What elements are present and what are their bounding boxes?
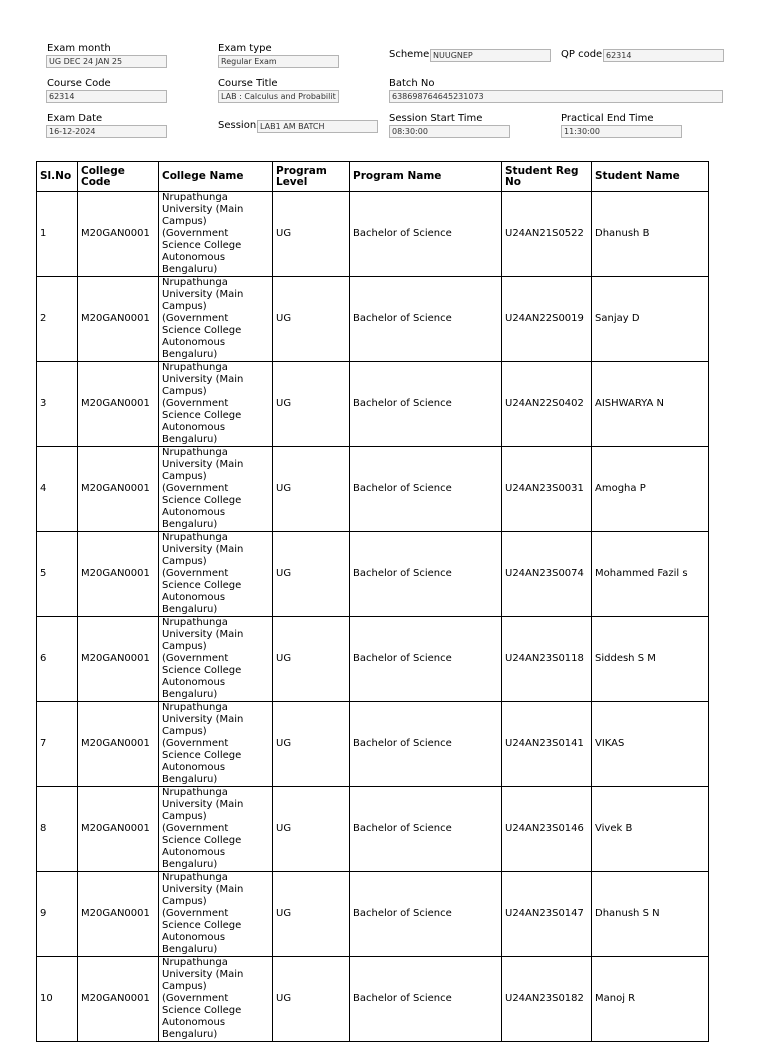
cell-program-level: UG (273, 617, 350, 702)
cell-student-name: Dhanush B (592, 192, 709, 277)
cell-college-name: Nrupathunga University (Main Campus) (Government Science College Autonomous Bengaluru) (159, 532, 273, 617)
cell-college-code: M20GAN0001 (78, 192, 159, 277)
course-code-label: Course Code (47, 78, 111, 89)
cell-program-level: UG (273, 787, 350, 872)
cell-student-name: Vivek B (592, 787, 709, 872)
cell-student-reg-no: U24AN22S0402 (502, 362, 592, 447)
col-college-code: College Code (78, 162, 159, 192)
cell-program-level: UG (273, 957, 350, 1042)
cell-college-name: Nrupathunga University (Main Campus) (Government Science College Autonomous Bengaluru) (159, 192, 273, 277)
cell-college-name: Nrupathunga University (Main Campus) (Government Science College Autonomous Bengaluru) (159, 447, 273, 532)
table-row (37, 192, 709, 277)
exam-date-label: Exam Date (47, 113, 103, 124)
cell-sl-no: 6 (37, 617, 78, 702)
cell-college-code: M20GAN0001 (78, 957, 159, 1042)
cell-student-reg-no: U24AN22S0019 (502, 277, 592, 362)
col-college-name: College Name (159, 162, 273, 192)
cell-student-reg-no: U24AN23S0182 (502, 957, 592, 1042)
cell-college-code: M20GAN0001 (78, 872, 159, 957)
exam-type-label: Exam type (218, 43, 272, 54)
cell-student-reg-no: U24AN23S0141 (502, 702, 592, 787)
course-title-label: Course Title (218, 78, 278, 89)
batch-no-label: Batch No (389, 78, 435, 89)
cell-college-name: Nrupathunga University (Main Campus) (Government Science College Autonomous Bengaluru) (159, 362, 273, 447)
cell-program-name: Bachelor of Science (350, 362, 502, 447)
cell-student-name: Dhanush S N (592, 872, 709, 957)
table-header-row (37, 162, 709, 192)
cell-student-reg-no: U24AN23S0074 (502, 532, 592, 617)
table-row (37, 617, 709, 702)
cell-program-name: Bachelor of Science (350, 872, 502, 957)
cell-program-level: UG (273, 702, 350, 787)
cell-program-level: UG (273, 277, 350, 362)
cell-program-level: UG (273, 192, 350, 277)
qp-code-label: QP code (561, 49, 603, 60)
cell-sl-no: 5 (37, 532, 78, 617)
session-label: Session (218, 120, 257, 131)
table-row (37, 787, 709, 872)
exam-month-label: Exam month (47, 43, 111, 54)
cell-program-name: Bachelor of Science (350, 192, 502, 277)
cell-student-reg-no: U24AN23S0118 (502, 617, 592, 702)
cell-college-name: Nrupathunga University (Main Campus) (Government Science College Autonomous Bengaluru) (159, 702, 273, 787)
cell-student-reg-no: U24AN23S0147 (502, 872, 592, 957)
cell-program-name: Bachelor of Science (350, 447, 502, 532)
scheme-label: Scheme (389, 49, 430, 60)
cell-program-name: Bachelor of Science (350, 702, 502, 787)
cell-college-code: M20GAN0001 (78, 702, 159, 787)
cell-sl-no: 3 (37, 362, 78, 447)
cell-program-name: Bachelor of Science (350, 277, 502, 362)
col-program-level: Program Level (273, 162, 350, 192)
cell-sl-no: 2 (37, 277, 78, 362)
col-sl-no: Sl.No (37, 162, 78, 192)
table-row (37, 702, 709, 787)
table-row (37, 277, 709, 362)
cell-sl-no: 9 (37, 872, 78, 957)
cell-student-reg-no: U24AN23S0146 (502, 787, 592, 872)
cell-program-name: Bachelor of Science (350, 957, 502, 1042)
table-row (37, 872, 709, 957)
session-field[interactable]: LAB1 AM BATCH (257, 120, 378, 133)
cell-sl-no: 4 (37, 447, 78, 532)
table-row (37, 362, 709, 447)
practical-end-label: Practical End Time (561, 113, 654, 124)
cell-program-level: UG (273, 532, 350, 617)
cell-program-level: UG (273, 362, 350, 447)
cell-student-name: AISHWARYA N (592, 362, 709, 447)
cell-college-name: Nrupathunga University (Main Campus) (Government Science College Autonomous Bengaluru) (159, 277, 273, 362)
exam-month-field[interactable]: UG DEC 24 JAN 25 (46, 55, 167, 68)
cell-program-name: Bachelor of Science (350, 787, 502, 872)
cell-student-name: Sanjay D (592, 277, 709, 362)
cell-sl-no: 8 (37, 787, 78, 872)
cell-college-name: Nrupathunga University (Main Campus) (Government Science College Autonomous Bengaluru) (159, 787, 273, 872)
cell-student-name: Siddesh S M (592, 617, 709, 702)
cell-sl-no: 1 (37, 192, 78, 277)
student-table (36, 161, 709, 1042)
session-start-label: Session Start Time (389, 113, 483, 124)
cell-college-code: M20GAN0001 (78, 532, 159, 617)
cell-college-code: M20GAN0001 (78, 362, 159, 447)
batch-no-field[interactable]: 638698764645231073 (389, 90, 723, 103)
qp-code-field[interactable]: 62314 (603, 49, 724, 62)
session-start-field[interactable]: 08:30:00 (389, 125, 510, 138)
col-student-name: Student Name (592, 162, 709, 192)
table-row (37, 957, 709, 1042)
cell-student-name: VIKAS (592, 702, 709, 787)
cell-college-code: M20GAN0001 (78, 617, 159, 702)
col-program-name: Program Name (350, 162, 502, 192)
cell-sl-no: 7 (37, 702, 78, 787)
table-row (37, 447, 709, 532)
course-title-field[interactable]: LAB : Calculus and Probabilit (218, 90, 339, 103)
col-student-reg-no: Student Reg No (502, 162, 592, 192)
cell-college-code: M20GAN0001 (78, 787, 159, 872)
cell-program-name: Bachelor of Science (350, 617, 502, 702)
cell-student-reg-no: U24AN23S0031 (502, 447, 592, 532)
practical-end-field[interactable]: 11:30:00 (561, 125, 682, 138)
cell-college-code: M20GAN0001 (78, 447, 159, 532)
table-row (37, 532, 709, 617)
cell-program-name: Bachelor of Science (350, 532, 502, 617)
cell-program-level: UG (273, 447, 350, 532)
cell-student-name: Mohammed Fazil s (592, 532, 709, 617)
scheme-field[interactable]: NUUGNEP (430, 49, 551, 62)
cell-college-name: Nrupathunga University (Main Campus) (Government Science College Autonomous Bengaluru) (159, 617, 273, 702)
cell-college-name: Nrupathunga University (Main Campus) (Government Science College Autonomous Bengaluru) (159, 957, 273, 1042)
course-code-field[interactable]: 62314 (46, 90, 167, 103)
cell-student-reg-no: U24AN21S0522 (502, 192, 592, 277)
cell-student-name: Manoj R (592, 957, 709, 1042)
cell-college-name: Nrupathunga University (Main Campus) (Government Science College Autonomous Bengaluru) (159, 872, 273, 957)
cell-college-code: M20GAN0001 (78, 277, 159, 362)
cell-sl-no: 10 (37, 957, 78, 1042)
exam-date-field[interactable]: 16-12-2024 (46, 125, 167, 138)
exam-type-field[interactable]: Regular Exam (218, 55, 339, 68)
cell-program-level: UG (273, 872, 350, 957)
cell-student-name: Amogha P (592, 447, 709, 532)
